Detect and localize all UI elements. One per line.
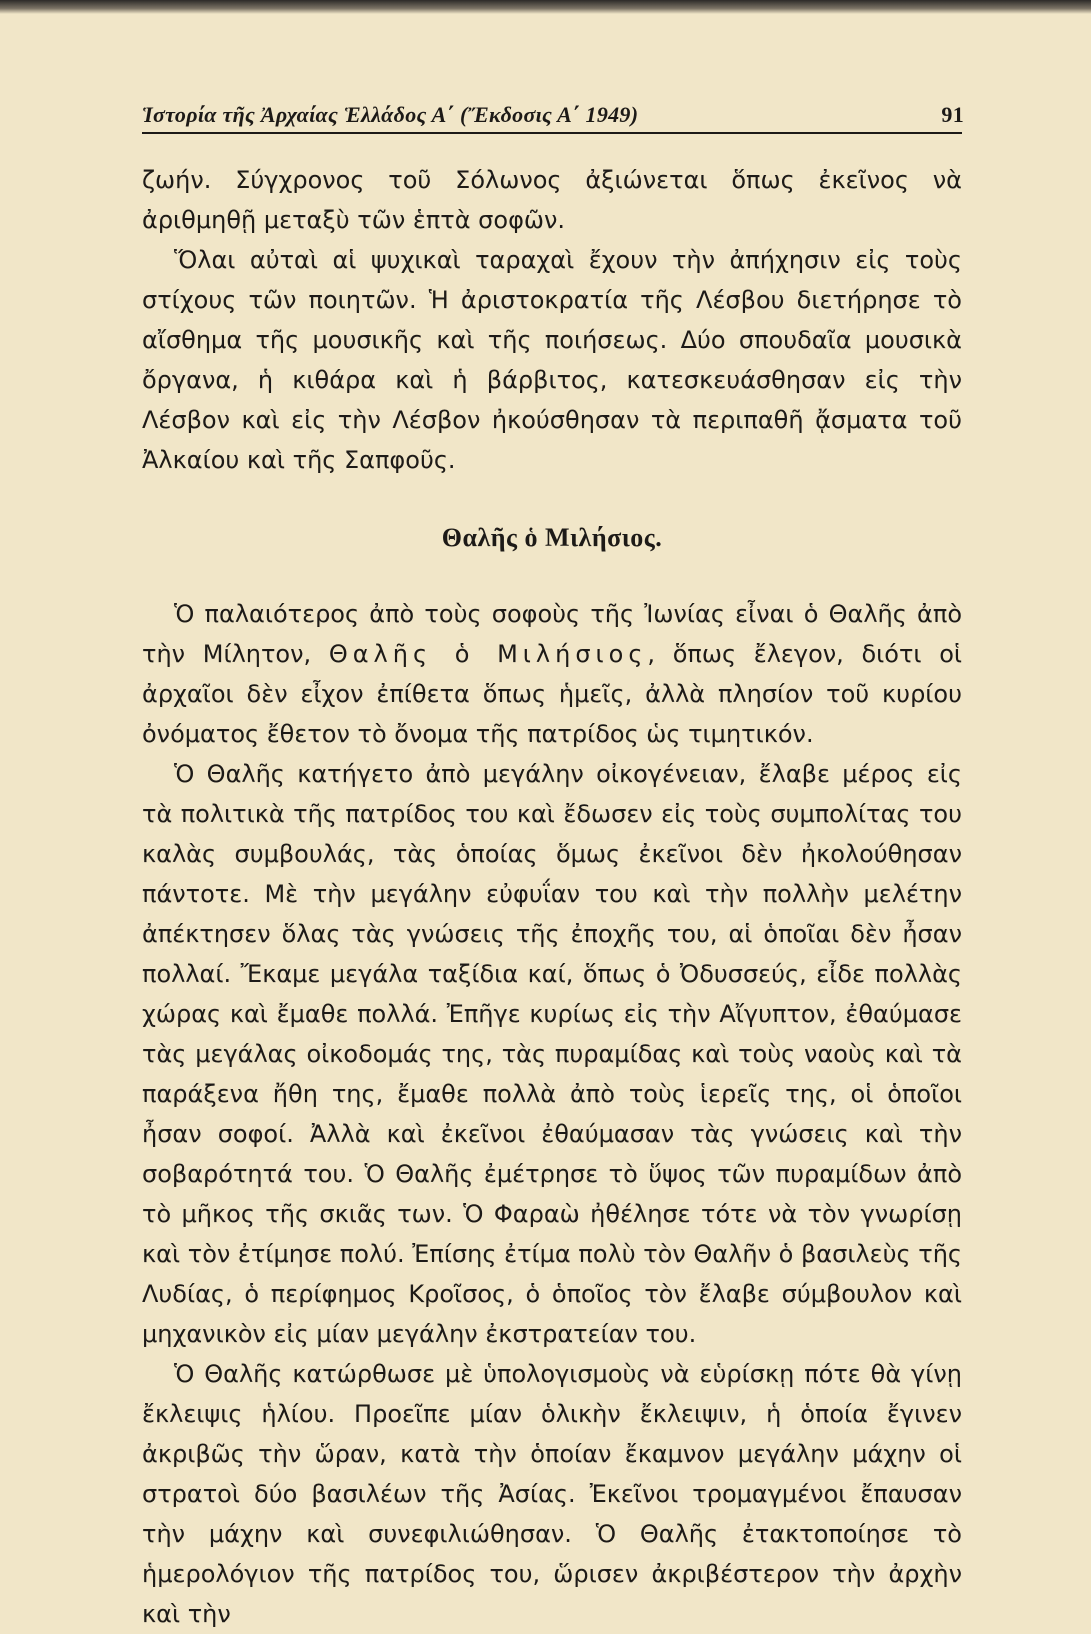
scan-edge <box>0 0 1091 14</box>
header-title: Ἱστορία τῆς Ἀρχαίας Ἑλλάδος Α΄ (Ἔκδοσις Α΄ 1949) <box>142 102 639 127</box>
paragraph-3 <box>142 594 962 754</box>
page-number: 91 <box>941 102 964 127</box>
body-text <box>142 160 962 1634</box>
running-header <box>142 102 962 134</box>
paragraph-1: ζωήν. Σύγχρονος τοῦ Σόλωνος ἀξιώνεται ὅπως ἐκεῖνος νὰ ἀριθμηθῇ μεταξὺ τῶν ἑπτὰ σοφῶν. <box>142 166 962 234</box>
paragraph-3-start: Ὁ παλαιότερος ἀπὸ τοὺς σοφοὺς τῆς Ἰωνίας εἶναι ὁ Θαλῆς ἀπὸ τὴν Μίλητον, <box>142 600 962 668</box>
spaced-name: Θαλῆς ὁ Μιλήσιος <box>328 640 648 668</box>
paragraph-3-end: , ὅπως ἔλεγον, διότι οἱ ἀρχαῖοι δὲν εἶχον ἐπίθετα ὅπως ἡμεῖς, ἀλλὰ πλησίον τοῦ κυρίου ὀνόματος ἔθετον τὸ ὄνομα τῆς πατρίδος ὡς τιμητικόν. <box>142 640 962 748</box>
paragraph-2: Ὅλαι αὐταὶ αἱ ψυχικαὶ ταραχαὶ ἔχουν τὴν ἀπήχησιν εἰς τοὺς στίχους τῶν ποιητῶν. Ἡ ἀριστοκρατία τῆς Λέσβου διετήρησε τὸ αἴσθημα τῆς μουσικῆς καὶ τῆς ποιήσεως. Δύο σπουδαῖα μουσικὰ ὄργανα, ἡ κιθάρα καὶ ἡ βάρβιτος, κατεσκευάσθησαν εἰς τὴν Λέσβον καὶ εἰς τὴν Λέσβον ἠκούσθησαν τὰ περιπαθῆ ᾄσματα τοῦ Ἀλκαίου καὶ τῆς Σαπφοῦς. <box>142 246 962 474</box>
paragraph-5: Ὁ Θαλῆς κατώρθωσε μὲ ὑπολογισμοὺς νὰ εὑρίσκῃ πότε θὰ γίνῃ ἔκλειψις ἡλίου. Προεῖπε μίαν ὁλικὴν ἔκλειψιν, ἡ ὁποία ἔγινεν ἀκριβῶς τὴν ὥραν, κατὰ τὴν ὁποίαν ἔκαμνον μεγάλην μάχην οἱ στρατοὶ δύο βασιλέων τῆς Ἀσίας. Ἐκεῖνοι τρομαγμένοι ἔπαυσαν τὴν μάχην καὶ συνεφιλιώθησαν. Ὁ Θαλῆς ἐτακτοποίησε τὸ ἡμερολόγιον τῆς πατρίδος του, ὥρισεν ἀκριβέστερον τὴν ἀρχὴν καὶ τὴν <box>142 1360 962 1628</box>
paragraph-4: Ὁ Θαλῆς κατήγετο ἀπὸ μεγάλην οἰκογένειαν, ἔλαβε μέρος εἰς τὰ πολιτικὰ τῆς πατρίδος του καὶ ἔδωσεν εἰς τοὺς συμπολίτας του καλὰς συμβουλάς, τὰς ὁποίας ὅμως ἐκεῖνοι δὲν ἠκολούθησαν πάντοτε. Μὲ τὴν μεγάλην εὐφυΐαν του καὶ τὴν πολλὴν μελέτην ἀπέκτησεν ὅλας τὰς γνώσεις τῆς ἐποχῆς του, αἱ ὁποῖαι δὲν ἦσαν πολλαί. Ἔκαμε μεγάλα ταξίδια καί, ὅπως ὁ Ὀδυσσεύς, εἶδε πολλὰς χώρας καὶ ἔμαθε πολλά. Ἐπῆγε κυρίως εἰς τὴν Αἴγυπτον, ἐθαύμασε τὰς μεγάλας οἰκοδομάς της, τὰς πυραμίδας καὶ τοὺς ναοὺς καὶ τὰ παράξενα ἤθη της, ἔμαθε πολλὰ ἀπὸ τοὺς ἱερεῖς της, οἱ ὁποῖοι ἦσαν σοφοί. Ἀλλὰ καὶ ἐκεῖνοι ἐθαύμασαν τὰς γνώσεις καὶ τὴν σοβαρότητά του. Ὁ Θαλῆς ἐμέτρησε τὸ ὕψος τῶν πυραμίδων ἀπὸ τὸ μῆκος τῆς σκιᾶς των. Ὁ Φαραὼ ἠθέλησε τότε νὰ τὸν γνωρίσῃ καὶ τὸν ἐτίμησε πολύ. Ἐπίσης ἐτίμα πολὺ τὸν Θαλῆν ὁ βασιλεὺς τῆς Λυδίας, ὁ περίφημος Κροῖσος, ὁ ὁποῖος τὸν ἔλαβε σύμβουλον καὶ μηχανικὸν εἰς μίαν μεγάλην ἐκστρατείαν του. <box>142 760 962 1348</box>
section-heading: Θαλῆς ὁ Μιλήσιος. <box>441 523 663 552</box>
